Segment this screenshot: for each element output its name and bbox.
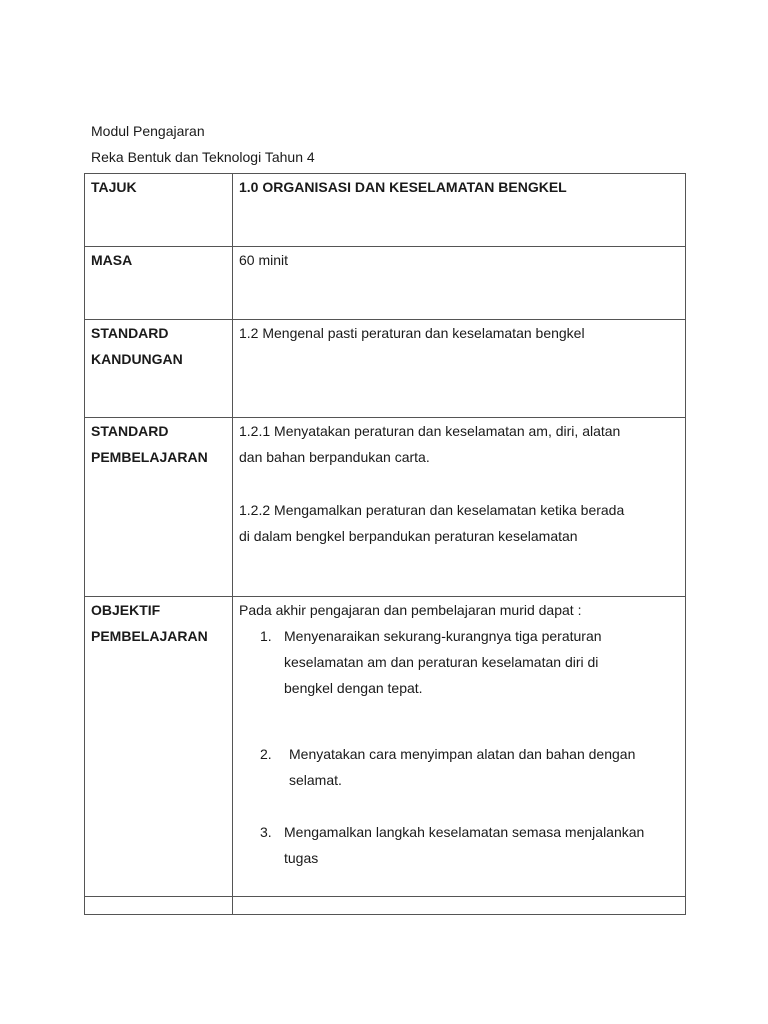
- text-line: keselamatan am dan peraturan keselamatan diri di: [284, 654, 599, 670]
- label-line: PEMBELAJARAN: [91, 628, 208, 644]
- document-header: [91, 118, 315, 170]
- label-standard-kandungan: [85, 320, 233, 418]
- empty-cell: [233, 897, 686, 915]
- objective-intro: Pada akhir pengajaran dan pembelajaran murid dapat :: [239, 602, 582, 618]
- text-line: Menyenaraikan sekurang-kurangnya tiga peraturan: [284, 628, 602, 644]
- label-line: STANDARD: [91, 423, 169, 439]
- empty-cell: [85, 897, 233, 915]
- label-line: STANDARD: [91, 325, 169, 341]
- value-standard-pembelajaran: [233, 418, 686, 597]
- row-standard-pembelajaran: [85, 418, 686, 597]
- value-objektif: [233, 597, 686, 897]
- label-masa: MASA: [85, 247, 233, 320]
- list-item: [239, 819, 679, 871]
- label-standard-pembelajaran: [85, 418, 233, 597]
- module-title: Modul Pengajaran: [91, 123, 205, 139]
- text-line: 1.2.2 Mengamalkan peraturan dan keselamatan ketika berada: [239, 502, 625, 518]
- list-item: [239, 623, 679, 701]
- label-tajuk: TAJUK: [85, 174, 233, 247]
- label-line: PEMBELAJARAN: [91, 449, 208, 465]
- text-line: Mengamalkan langkah keselamatan semasa menjalankan: [284, 824, 645, 840]
- lesson-plan-table: [84, 173, 686, 915]
- row-empty: [85, 897, 686, 915]
- text-line: Menyatakan cara menyimpan alatan dan bahan dengan: [289, 746, 636, 762]
- text-line: selamat.: [289, 772, 342, 788]
- standard-item-1-2-1: [239, 418, 679, 470]
- list-number: 2.: [260, 746, 272, 762]
- list-item: [239, 741, 679, 793]
- text-line: di dalam bengkel berpandukan peraturan keselamatan: [239, 528, 578, 544]
- label-line: KANDUNGAN: [91, 351, 183, 367]
- list-number: 3.: [260, 824, 272, 840]
- value-tajuk: 1.0 ORGANISASI DAN KESELAMATAN BENGKEL: [233, 174, 686, 247]
- text-line: 1.2.1 Menyatakan peraturan dan keselamatan am, diri, alatan: [239, 423, 621, 439]
- value-masa: 60 minit: [233, 247, 686, 320]
- row-standard-kandungan: [85, 320, 686, 418]
- subject-title: Reka Bentuk dan Teknologi Tahun 4: [91, 149, 315, 165]
- list-number: 1.: [260, 628, 272, 644]
- text-line: tugas: [284, 850, 319, 866]
- standard-item-1-2-2: [239, 497, 679, 549]
- row-objektif: [85, 597, 686, 897]
- label-line: OBJEKTIF: [91, 602, 161, 618]
- label-objektif: [85, 597, 233, 897]
- row-tajuk: [85, 174, 686, 247]
- value-standard-kandungan: 1.2 Mengenal pasti peraturan dan keselamatan bengkel: [233, 320, 686, 418]
- row-masa: [85, 247, 686, 320]
- text-line: dan bahan berpandukan carta.: [239, 449, 430, 465]
- text-line: bengkel dengan tepat.: [284, 680, 423, 696]
- objective-list: [239, 623, 679, 871]
